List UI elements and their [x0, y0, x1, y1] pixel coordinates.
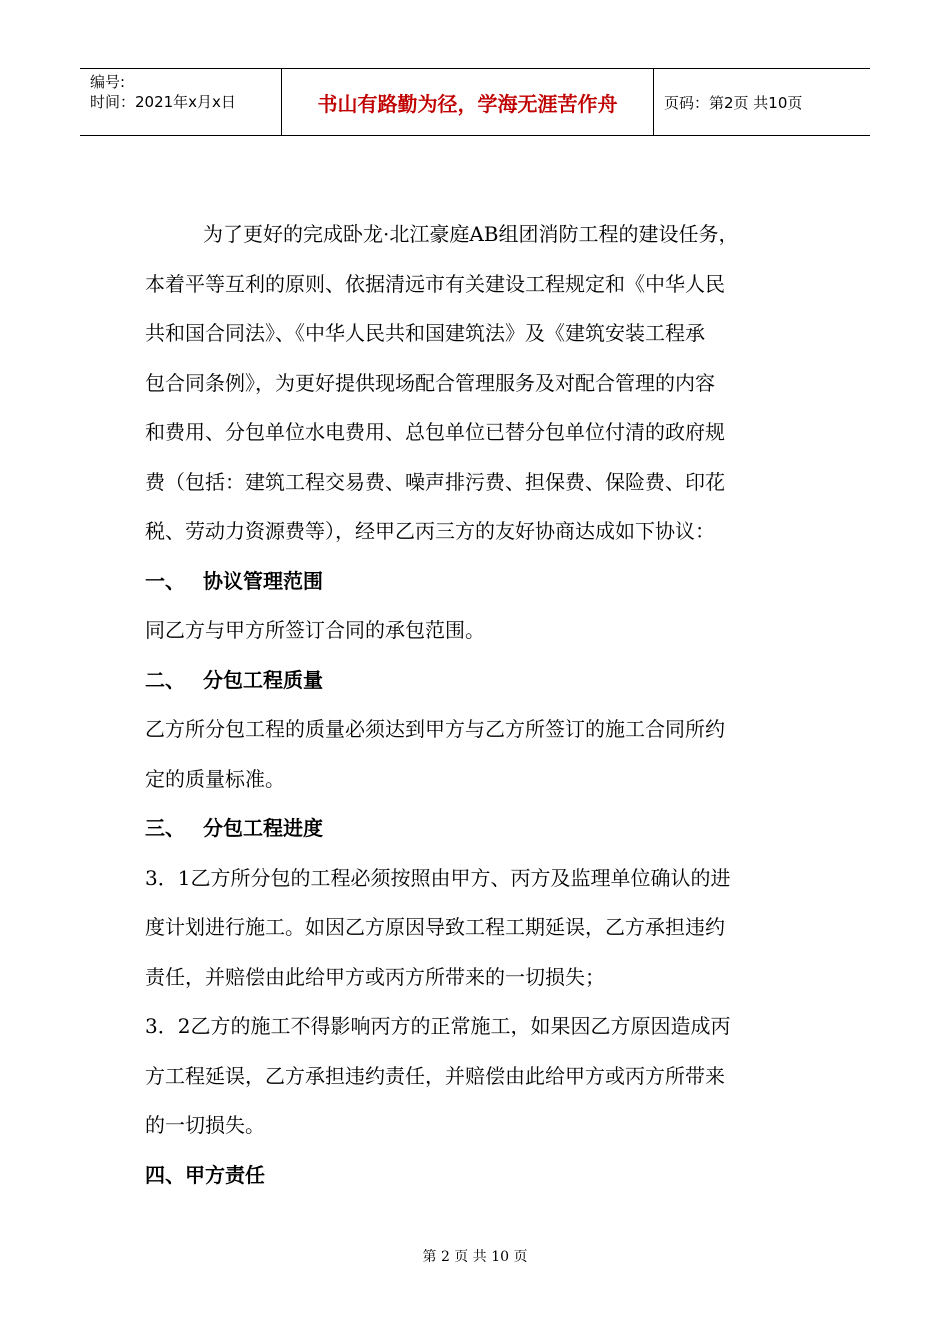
document-number-label: 编号:	[90, 73, 126, 91]
section-title: 分包工程质量	[203, 667, 323, 692]
header-page-cell	[654, 69, 870, 135]
paragraph-line: 3．1乙方所分包的工程必须按照由甲方、丙方及监理单位确认的进	[145, 865, 731, 890]
section-number: 一、	[145, 568, 185, 593]
section-title: 分包工程进度	[203, 816, 323, 840]
header-page-info: 页码：第2页 共10页	[664, 93, 803, 112]
header-motto: 书山有路勤为径，学海无涯苦作舟	[317, 91, 618, 116]
document-header	[80, 68, 870, 136]
paragraph-line: 乙方所分包工程的质量必须达到甲方与乙方所签订的施工合同所约	[145, 717, 725, 741]
header-motto-cell	[282, 69, 654, 135]
header-meta-cell	[80, 69, 282, 135]
paragraph-line: 共和国合同法》、《中华人民共和国建筑法》及《建筑安装工程承	[145, 321, 705, 345]
section-heading-2	[145, 656, 815, 706]
paragraph-line: 责任，并赔偿由此给甲方或丙方所带来的一切损失；	[145, 964, 605, 989]
paragraph-line: 的一切损失。	[145, 1113, 265, 1137]
paragraph-line: 费（包括：建筑工程交易费、噪声排污费、担保费、保险费、印花	[145, 469, 725, 494]
section-number: 三、	[145, 816, 185, 840]
paragraph-line: 方工程延误，乙方承担违约责任，并赔偿由此给甲方或丙方所带来	[145, 1063, 725, 1088]
paragraph-line: 为了更好的完成卧龙·北江豪庭AB组团消防工程的建设任务，	[203, 222, 739, 246]
paragraph-line: 度计划进行施工。如因乙方原因导致工程工期延误，乙方承担违约	[145, 915, 725, 939]
paragraph-line: 同乙方与甲方所签订合同的承包范围。	[145, 618, 485, 642]
document-body	[145, 210, 815, 1200]
document-date: 时间：2021年x月x日	[90, 93, 236, 111]
paragraph-line: 和费用、分包单位水电费用、总包单位已替分包单位付清的政府规	[145, 420, 725, 444]
page-footer: 第 2 页 共 10 页	[422, 1249, 528, 1265]
paragraph-line: 税、劳动力资源费等），经甲乙丙三方的友好协商达成如下协议：	[145, 519, 715, 543]
section-heading-1	[145, 557, 815, 607]
paragraph-line: 3．2乙方的施工不得影响丙方的正常施工，如果因乙方原因造成丙	[145, 1014, 731, 1038]
section-heading-4: 四、甲方责任	[145, 1162, 265, 1187]
paragraph-line: 定的质量标准。	[145, 766, 285, 791]
section-number: 二、	[145, 667, 185, 692]
paragraph-line: 包合同条例》，为更好提供现场配合管理服务及对配合管理的内容	[145, 370, 715, 395]
section-heading-3	[145, 804, 815, 854]
section-title: 协议管理范围	[203, 568, 323, 593]
paragraph-line: 本着平等互利的原则、依据清远市有关建设工程规定和《中华人民	[145, 271, 725, 296]
